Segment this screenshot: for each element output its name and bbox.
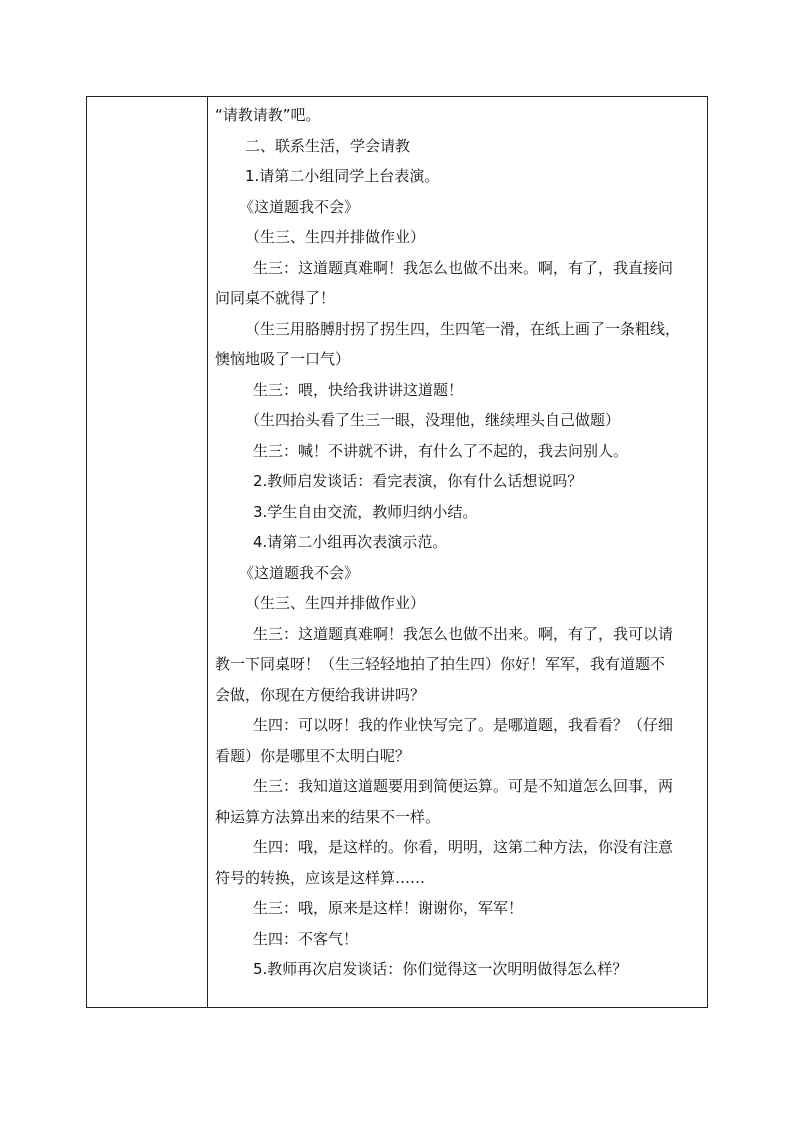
dialogue-line: 生三：哦，原来是这样！谢谢你，军军！: [253, 899, 524, 917]
left-column-cell: [87, 97, 208, 1007]
dialogue-line: 生四：哦，是这样的。你看，明明，这第二种方法，你没有注意: [253, 838, 674, 856]
step-line: 3.学生自由交流，教师归纳小结。: [253, 502, 478, 521]
dialogue-line: 会做，你现在方便给我讲讲吗？: [215, 685, 426, 704]
dialogue-line: 生四：不客气！: [253, 929, 359, 948]
lesson-table: [86, 96, 708, 1008]
step-line: 1.请第二小组同学上台表演。: [245, 167, 440, 185]
dialogue-line: 种运算方法算出来的结果不一样。: [215, 807, 441, 826]
text-line: “请教请教”吧。: [215, 106, 321, 124]
dialogue-line: 看题）你是哪里不太明白呢？: [215, 746, 411, 765]
dialogue-line: 生三：喂，快给我讲讲这道题！: [253, 380, 464, 399]
step-line: 2.教师启发谈话：看完表演，你有什么话想说吗？: [253, 472, 583, 490]
stage-direction: （生三用胳膊肘拐了拐生四，生四笔一滑，在纸上画了一条粗线，: [245, 319, 681, 338]
dialogue-line: 生三：这道题真难啊！我怎么也做不出来。啊，有了，我直接问: [253, 258, 674, 277]
step-line: 4.请第二小组再次表演示范。: [253, 533, 448, 551]
dialogue-line: 生三：我知道这道题要用到简便运算。可是不知道怎么回事，两: [253, 777, 674, 795]
lesson-content-cell: [208, 97, 707, 1007]
stage-direction: 懊恼地吸了一口气）: [215, 350, 351, 368]
stage-direction: （生三、生四并排做作业）: [245, 228, 426, 246]
dialogue-line: 问同桌不就得了！: [215, 289, 336, 307]
section-heading: 二、联系生活，学会请教: [245, 136, 411, 155]
dialogue-line: 生三：喊！不讲就不讲，有什么了不起的，我去问别人。: [253, 441, 629, 460]
stage-direction: （生四抬头看了生三一眼，没理他，继续埋头自己做题）: [245, 411, 621, 429]
stage-direction: （生三、生四并排做作业）: [245, 594, 426, 612]
play-title: 《这道题我不会》: [239, 197, 360, 216]
dialogue-line: 符号的转换，应该是这样算……: [215, 868, 426, 887]
play-title: 《这道题我不会》: [239, 563, 360, 582]
step-line: 5.教师再次启发谈话：你们觉得这一次明明做得怎么样？: [253, 960, 628, 978]
dialogue-line: 教一下同桌呀！（生三轻轻地拍了拍生四）你好！军军，我有道题不: [215, 655, 666, 673]
dialogue-line: 生三：这道题真难啊！我怎么也做不出来。啊，有了，我可以请: [253, 624, 674, 643]
dialogue-line: 生四：可以呀！我的作业快写完了。是哪道题，我看看？（仔细: [253, 716, 674, 734]
